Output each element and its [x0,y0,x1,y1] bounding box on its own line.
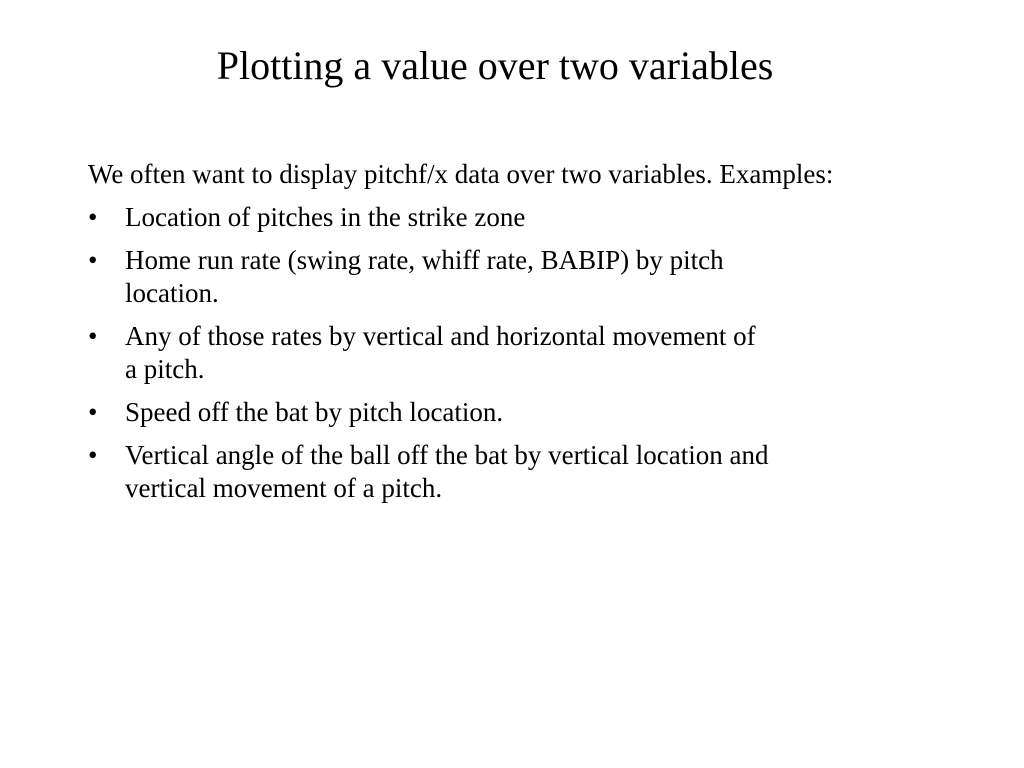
bullet-marker: • [88,397,98,427]
bullet-item [88,396,908,429]
bullet-text: Location of pitches in the strike zone [125,202,526,232]
intro-paragraph: We often want to display pitchf/x data over two variables. Examples: [88,159,834,189]
bullet-item [88,439,908,505]
bullet-text: Home run rate (swing rate, whiff rate, BABIP) by pitch location. [125,245,724,308]
bullet-item [88,201,908,234]
bullet-text: Vertical angle of the ball off the bat by vertical location and vertical movement of a pitch. [125,440,769,503]
bullet-item [88,320,908,386]
bullet-marker: • [88,245,98,275]
bullet-text: Speed off the bat by pitch location. [125,397,504,427]
bullet-list [88,201,908,505]
bullet-text: Any of those rates by vertical and horizontal movement of a pitch. [125,321,756,384]
slide-body [88,158,908,515]
slide-title: Plotting a value over two variables [216,43,774,88]
bullet-marker: • [88,321,98,351]
bullet-marker: • [88,440,98,470]
bullet-item [88,244,908,310]
bullet-marker: • [88,202,98,232]
